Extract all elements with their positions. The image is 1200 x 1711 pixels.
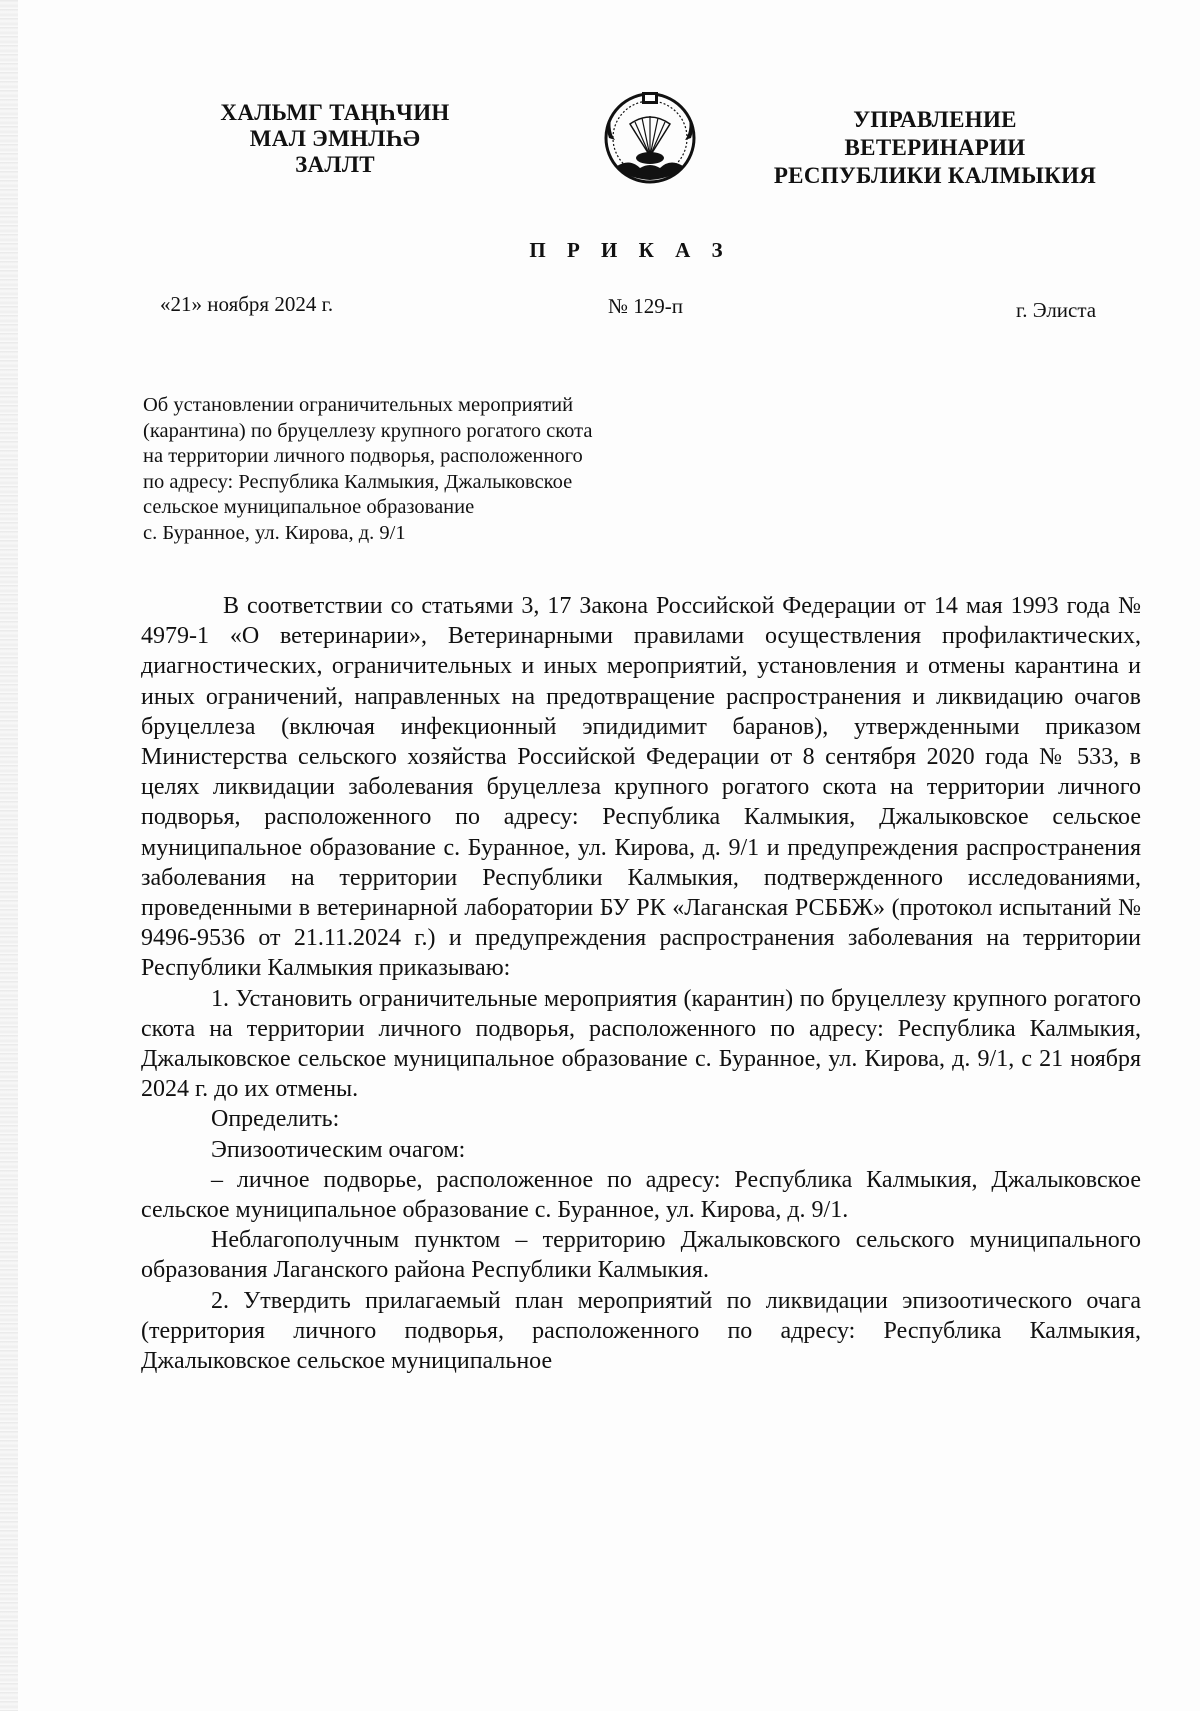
header-right-line: ВЕТЕРИНАРИИ <box>844 135 1026 160</box>
subject-line: по адресу: Республика Калмыкия, Джалыковское <box>143 470 573 493</box>
subject-line: с. Буранное, ул. Кирова, д. 9/1 <box>143 521 406 544</box>
header-right-russian <box>745 106 1125 190</box>
order-number: № 129-п <box>608 294 684 318</box>
header-left-line: ЗАЛЛТ <box>295 152 375 177</box>
header-left-line: МАЛ ЭМНЛҺӘ <box>249 126 421 151</box>
header-left-line: ХАЛЬМГ ТАҢҺЧИН <box>220 100 450 125</box>
header-right-line: УПРАВЛЕНИЕ <box>853 107 1017 132</box>
body-focus-label: Эпизоотическим очагом: <box>211 1136 466 1163</box>
body-item-2: 2. Утвердить прилагаемый план мероприятий по ликвидации эпизоотического очага (территория личного подворья, расположенного по адресу: Республика Калмыкия, Джалыковское сельское муниципальное <box>141 1287 1141 1375</box>
coat-of-arms-icon <box>595 88 705 188</box>
order-city: г. Элиста <box>1016 298 1097 322</box>
subject-line: Об установлении ограничительных мероприятий <box>143 394 574 416</box>
subject-line: (карантина) по бруцеллезу крупного рогатого скота <box>143 419 593 442</box>
body-item-1: 1. Установить ограничительные мероприятия (карантин) по бруцеллезу крупного рогатого скота на территории личного подворья, расположенного по адресу: Республика Калмыкия, Джалыковское сельское муниципальное образование с. Буранное, ул. Кирова, д. 9/1, с 21 ноября 2024 г. до их отмены. <box>141 985 1141 1103</box>
body-focus-text: – личное подворье, расположенное по адресу: Республика Калмыкия, Джалыковское сельское муниципальное образование с. Буранное, ул. Кирова, д. 9/1. <box>141 1166 1141 1224</box>
scan-edge <box>0 0 18 1711</box>
header-right-line: РЕСПУБЛИКИ КАЛМЫКИЯ <box>773 163 1097 188</box>
order-subject <box>143 393 703 546</box>
header-left-kalmyk <box>175 100 495 178</box>
order-title: П Р И К А З <box>529 238 731 262</box>
body-preamble: В соответствии со статьями 3, 17 Закона Российской Федерации от 14 мая 1993 года № 4979-1 «О ветеринарии», Ветеринарными правилами осуществления профилактических, диагностических, ограничительных и иных мероприятий, установления и отмены карантина и иных ограничений, направленных на предотвращение распространения и ликвидацию очагов бруцеллеза (включая инфекционный эпидидимит баранов), утвержденными приказом Министерства сельского хозяйства Российской Федерации от 8 сентября 2020 года № 533, в целях ликвидации заболевания бруцеллеза крупного рогатого скота на территории личного подворья, расположенного по адресу: Республика Калмыкия, Джалыковское сельское муниципальное образование с. Буранное, ул. Кирова, д. 9/1 и предупреждения распространения заболевания на территории Республики Калмыкия, подтвержденного исследованиями, проведенными в ветеринарной лаборатории БУ РК «Лаганская РСББЖ» (протокол испытаний № 9496-9536 от 21.11.2024 г.) и предупреждения распространения заболевания на территории Республики Калмыкия приказываю: <box>141 593 1141 982</box>
subject-line: на территории личного подворья, расположенного <box>143 445 583 467</box>
body-unfavorable: Неблагополучным пунктом – территорию Джалыковского сельского муниципального образования Лаганского района Республики Калмыкия. <box>141 1227 1141 1284</box>
body-determine: Определить: <box>211 1106 340 1133</box>
subject-line: сельское муниципальное образование <box>143 496 475 518</box>
order-body <box>141 591 1141 1376</box>
order-date: «21» ноября 2024 г. <box>160 292 334 316</box>
